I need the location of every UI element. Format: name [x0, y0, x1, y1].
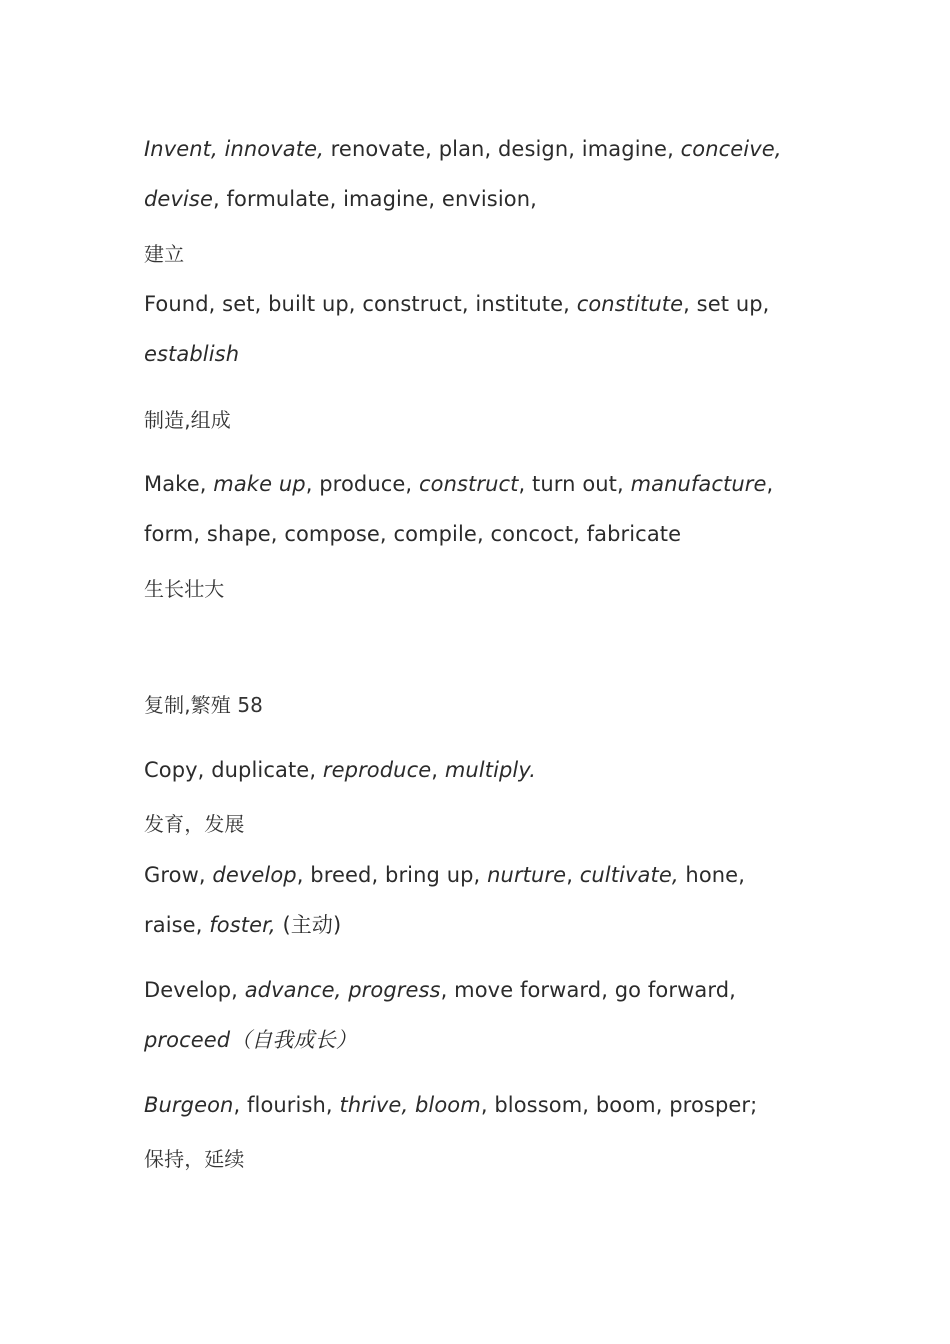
- text-run: Make,: [144, 472, 214, 496]
- text-run: , move forward, go forward,: [440, 978, 736, 1002]
- italic-run: cultivate,: [579, 863, 679, 887]
- text-line: [144, 911, 341, 939]
- text-line: [144, 861, 745, 889]
- text-run: 发育，发展: [144, 812, 245, 836]
- italic-run: constitute: [576, 292, 684, 316]
- italic-run: manufacture: [630, 472, 767, 496]
- text-run: ,: [566, 863, 580, 887]
- text-run: 复制,繁殖 58: [144, 693, 263, 717]
- text-run: Found, set, built up, construct, institute,: [144, 292, 577, 316]
- italic-run: construct: [418, 472, 519, 496]
- heading-line: [144, 1145, 245, 1173]
- text-run: , set up,: [683, 292, 770, 316]
- text-run: Grow,: [144, 863, 213, 887]
- text-line: [144, 470, 773, 498]
- text-run: ,: [431, 758, 445, 782]
- text-run: , blossom, boom, prosper;: [480, 1093, 758, 1117]
- italic-run: make up: [213, 472, 306, 496]
- text-run: hone,: [678, 863, 745, 887]
- text-line: [144, 290, 769, 318]
- heading-line: [144, 810, 245, 838]
- italic-run: thrive, bloom: [339, 1093, 481, 1117]
- heading-line: [144, 691, 263, 719]
- text-run: Copy, duplicate,: [144, 758, 323, 782]
- text-line: [144, 185, 537, 213]
- text-run: form, shape, compose, compile, concoct, fabricate: [144, 522, 682, 546]
- italic-run: conceive,: [680, 137, 782, 161]
- text-run: , produce,: [305, 472, 419, 496]
- text-line: [144, 1026, 357, 1054]
- text-run: ,: [766, 472, 774, 496]
- text-line: [144, 756, 536, 784]
- text-run: raise,: [144, 913, 210, 937]
- text-run: Develop,: [144, 978, 245, 1002]
- text-line: [144, 340, 239, 368]
- text-line: [144, 976, 736, 1004]
- heading-line: [144, 575, 224, 603]
- italic-run: nurture: [487, 863, 567, 887]
- italic-run: multiply.: [444, 758, 537, 782]
- text-run: , formulate, imagine, envision,: [212, 187, 537, 211]
- text-run: , breed, bring up,: [296, 863, 488, 887]
- italic-run: develop: [212, 863, 297, 887]
- italic-run: foster,: [209, 913, 276, 937]
- text-run: , flourish,: [233, 1093, 340, 1117]
- italic-run: establish: [144, 342, 240, 366]
- text-line: [144, 1091, 757, 1119]
- text-line: [144, 520, 681, 548]
- italic-run: Invent, innovate,: [144, 137, 324, 161]
- italic-run: proceed（自我成长）: [144, 1028, 357, 1052]
- text-run: renovate, plan, design, imagine,: [323, 137, 681, 161]
- text-run: (主动): [275, 913, 342, 937]
- text-run: 生长壮大: [144, 577, 225, 601]
- text-run: 保持，延续: [144, 1147, 245, 1171]
- heading-line: [144, 240, 184, 268]
- italic-run: devise: [144, 187, 213, 211]
- text-run: 建立: [144, 242, 185, 266]
- text-line: [144, 135, 782, 163]
- text-run: 制造,组成: [144, 408, 231, 432]
- italic-run: advance, progress: [244, 978, 441, 1002]
- heading-line: [144, 406, 231, 434]
- text-run: , turn out,: [518, 472, 631, 496]
- italic-run: Burgeon: [144, 1093, 234, 1117]
- italic-run: reproduce: [322, 758, 432, 782]
